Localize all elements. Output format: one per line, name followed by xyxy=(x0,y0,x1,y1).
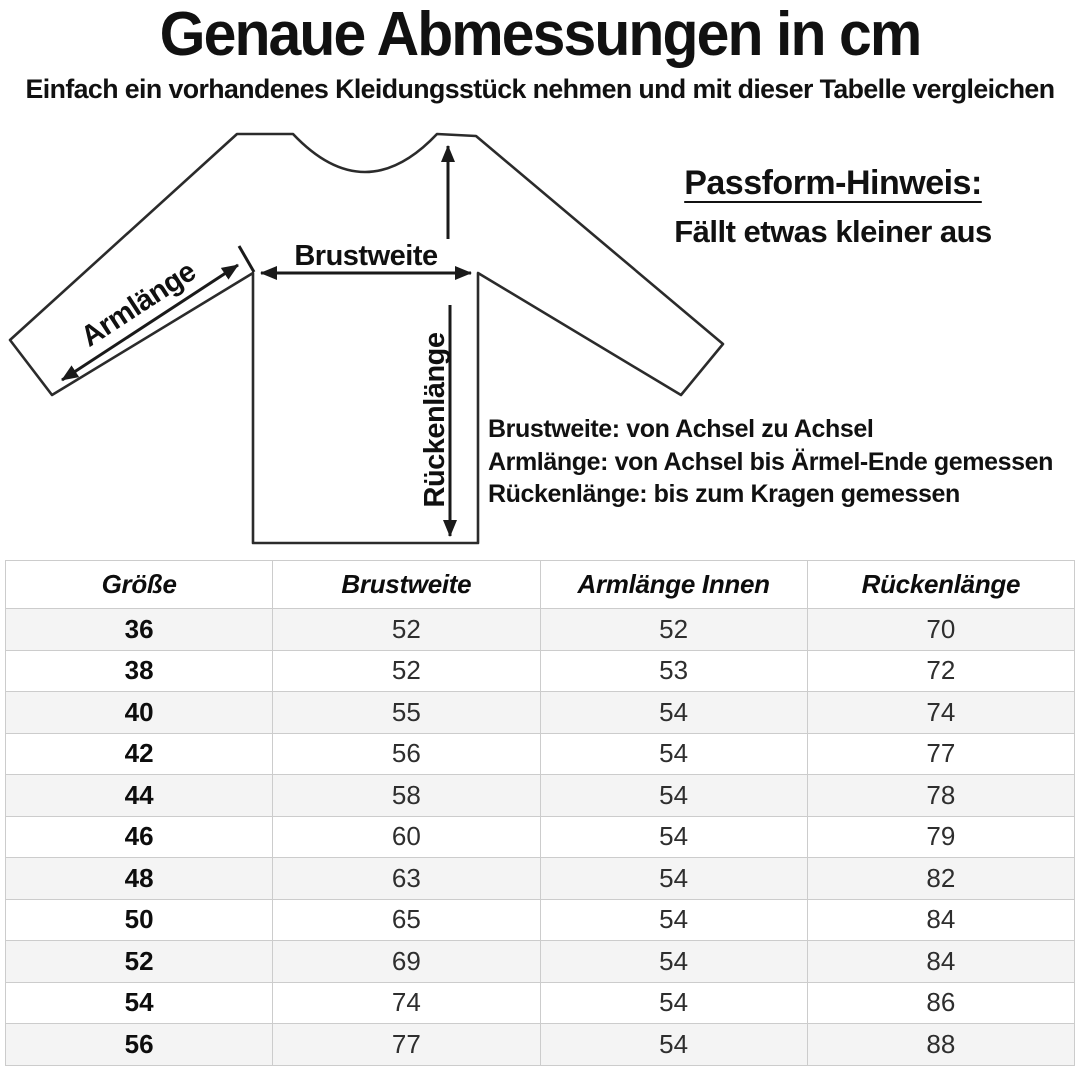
column-header-size: Größe xyxy=(6,561,273,609)
table-row xyxy=(6,692,1075,734)
column-header-arm: Armlänge Innen xyxy=(540,561,807,609)
measurement-cell: 52 xyxy=(273,650,540,692)
measurement-cell: 54 xyxy=(540,858,807,900)
measurement-cell: 69 xyxy=(273,941,540,983)
measurement-cell: 54 xyxy=(540,775,807,817)
measurement-cell: 54 xyxy=(540,982,807,1024)
measurement-cell: 65 xyxy=(273,899,540,941)
measurement-cell: 77 xyxy=(807,733,1074,775)
size-table-section xyxy=(0,556,1080,1066)
size-table-head xyxy=(6,561,1075,609)
arm-length-tick xyxy=(239,246,254,272)
chest-width-label: Brustweite xyxy=(294,240,438,272)
fit-note-heading: Passform-Hinweis: xyxy=(684,164,982,202)
measurement-cell: 53 xyxy=(540,650,807,692)
measurement-cell: 88 xyxy=(807,1024,1074,1066)
size-cell: 46 xyxy=(6,816,273,858)
size-table-body xyxy=(6,609,1075,1066)
measurement-cell: 58 xyxy=(273,775,540,817)
size-cell: 38 xyxy=(6,650,273,692)
size-cell: 48 xyxy=(6,858,273,900)
size-cell: 40 xyxy=(6,692,273,734)
explanation-chest: Brustweite: von Achsel zu Achsel xyxy=(488,415,874,443)
table-row xyxy=(6,650,1075,692)
explanation-arm: Armlänge: von Achsel bis Ärmel-Ende gemessen xyxy=(488,447,1053,476)
measurement-cell: 60 xyxy=(273,816,540,858)
header-row xyxy=(6,561,1075,609)
table-row xyxy=(6,941,1075,983)
measurement-cell: 54 xyxy=(540,733,807,775)
table-row xyxy=(6,1024,1075,1066)
size-cell: 52 xyxy=(6,941,273,983)
table-row xyxy=(6,733,1075,775)
measurement-cell: 56 xyxy=(273,733,540,775)
measurement-explanations xyxy=(488,413,1053,511)
measurement-cell: 70 xyxy=(807,609,1074,651)
measurement-cell: 52 xyxy=(273,609,540,651)
size-cell: 50 xyxy=(6,899,273,941)
measurement-cell: 86 xyxy=(807,982,1074,1024)
arm-length-label: Armlänge xyxy=(75,255,202,354)
measurement-cell: 54 xyxy=(540,692,807,734)
fit-note-text: Fällt etwas kleiner aus xyxy=(674,214,992,249)
size-cell: 44 xyxy=(6,775,273,817)
size-cell: 36 xyxy=(6,609,273,651)
column-header-chest: Brustweite xyxy=(273,561,540,609)
measurement-cell: 72 xyxy=(807,650,1074,692)
measurement-cell: 79 xyxy=(807,816,1074,858)
measurement-cell: 77 xyxy=(273,1024,540,1066)
measurement-cell: 54 xyxy=(540,1024,807,1066)
measurement-cell: 84 xyxy=(807,941,1074,983)
table-row xyxy=(6,982,1075,1024)
measurement-cell: 74 xyxy=(273,982,540,1024)
measurement-cell: 82 xyxy=(807,858,1074,900)
measurement-cell: 55 xyxy=(273,692,540,734)
fit-note xyxy=(608,164,1058,250)
measurement-cell: 54 xyxy=(540,899,807,941)
explanation-back: Rückenlänge: bis zum Kragen gemessen xyxy=(488,480,960,508)
table-row xyxy=(6,816,1075,858)
column-header-back: Rückenlänge xyxy=(807,561,1074,609)
size-cell: 54 xyxy=(6,982,273,1024)
page-title: Genaue Abmessungen in cm xyxy=(159,0,921,69)
measurement-cell: 54 xyxy=(540,816,807,858)
page-header xyxy=(0,0,1080,105)
table-row xyxy=(6,775,1075,817)
measurement-cell: 63 xyxy=(273,858,540,900)
back-length-label: Rückenlänge xyxy=(419,332,451,508)
table-row xyxy=(6,858,1075,900)
page-subtitle: Einfach ein vorhandenes Kleidungsstück nehmen und mit dieser Tabelle vergleichen xyxy=(25,74,1055,104)
measurement-cell: 84 xyxy=(807,899,1074,941)
measurement-cell: 52 xyxy=(540,609,807,651)
measurement-diagram xyxy=(0,108,1080,556)
size-cell: 42 xyxy=(6,733,273,775)
table-row xyxy=(6,899,1075,941)
size-table xyxy=(5,560,1075,1066)
size-cell: 56 xyxy=(6,1024,273,1066)
measurement-cell: 78 xyxy=(807,775,1074,817)
measurement-cell: 54 xyxy=(540,941,807,983)
measurement-cell: 74 xyxy=(807,692,1074,734)
table-row xyxy=(6,609,1075,651)
